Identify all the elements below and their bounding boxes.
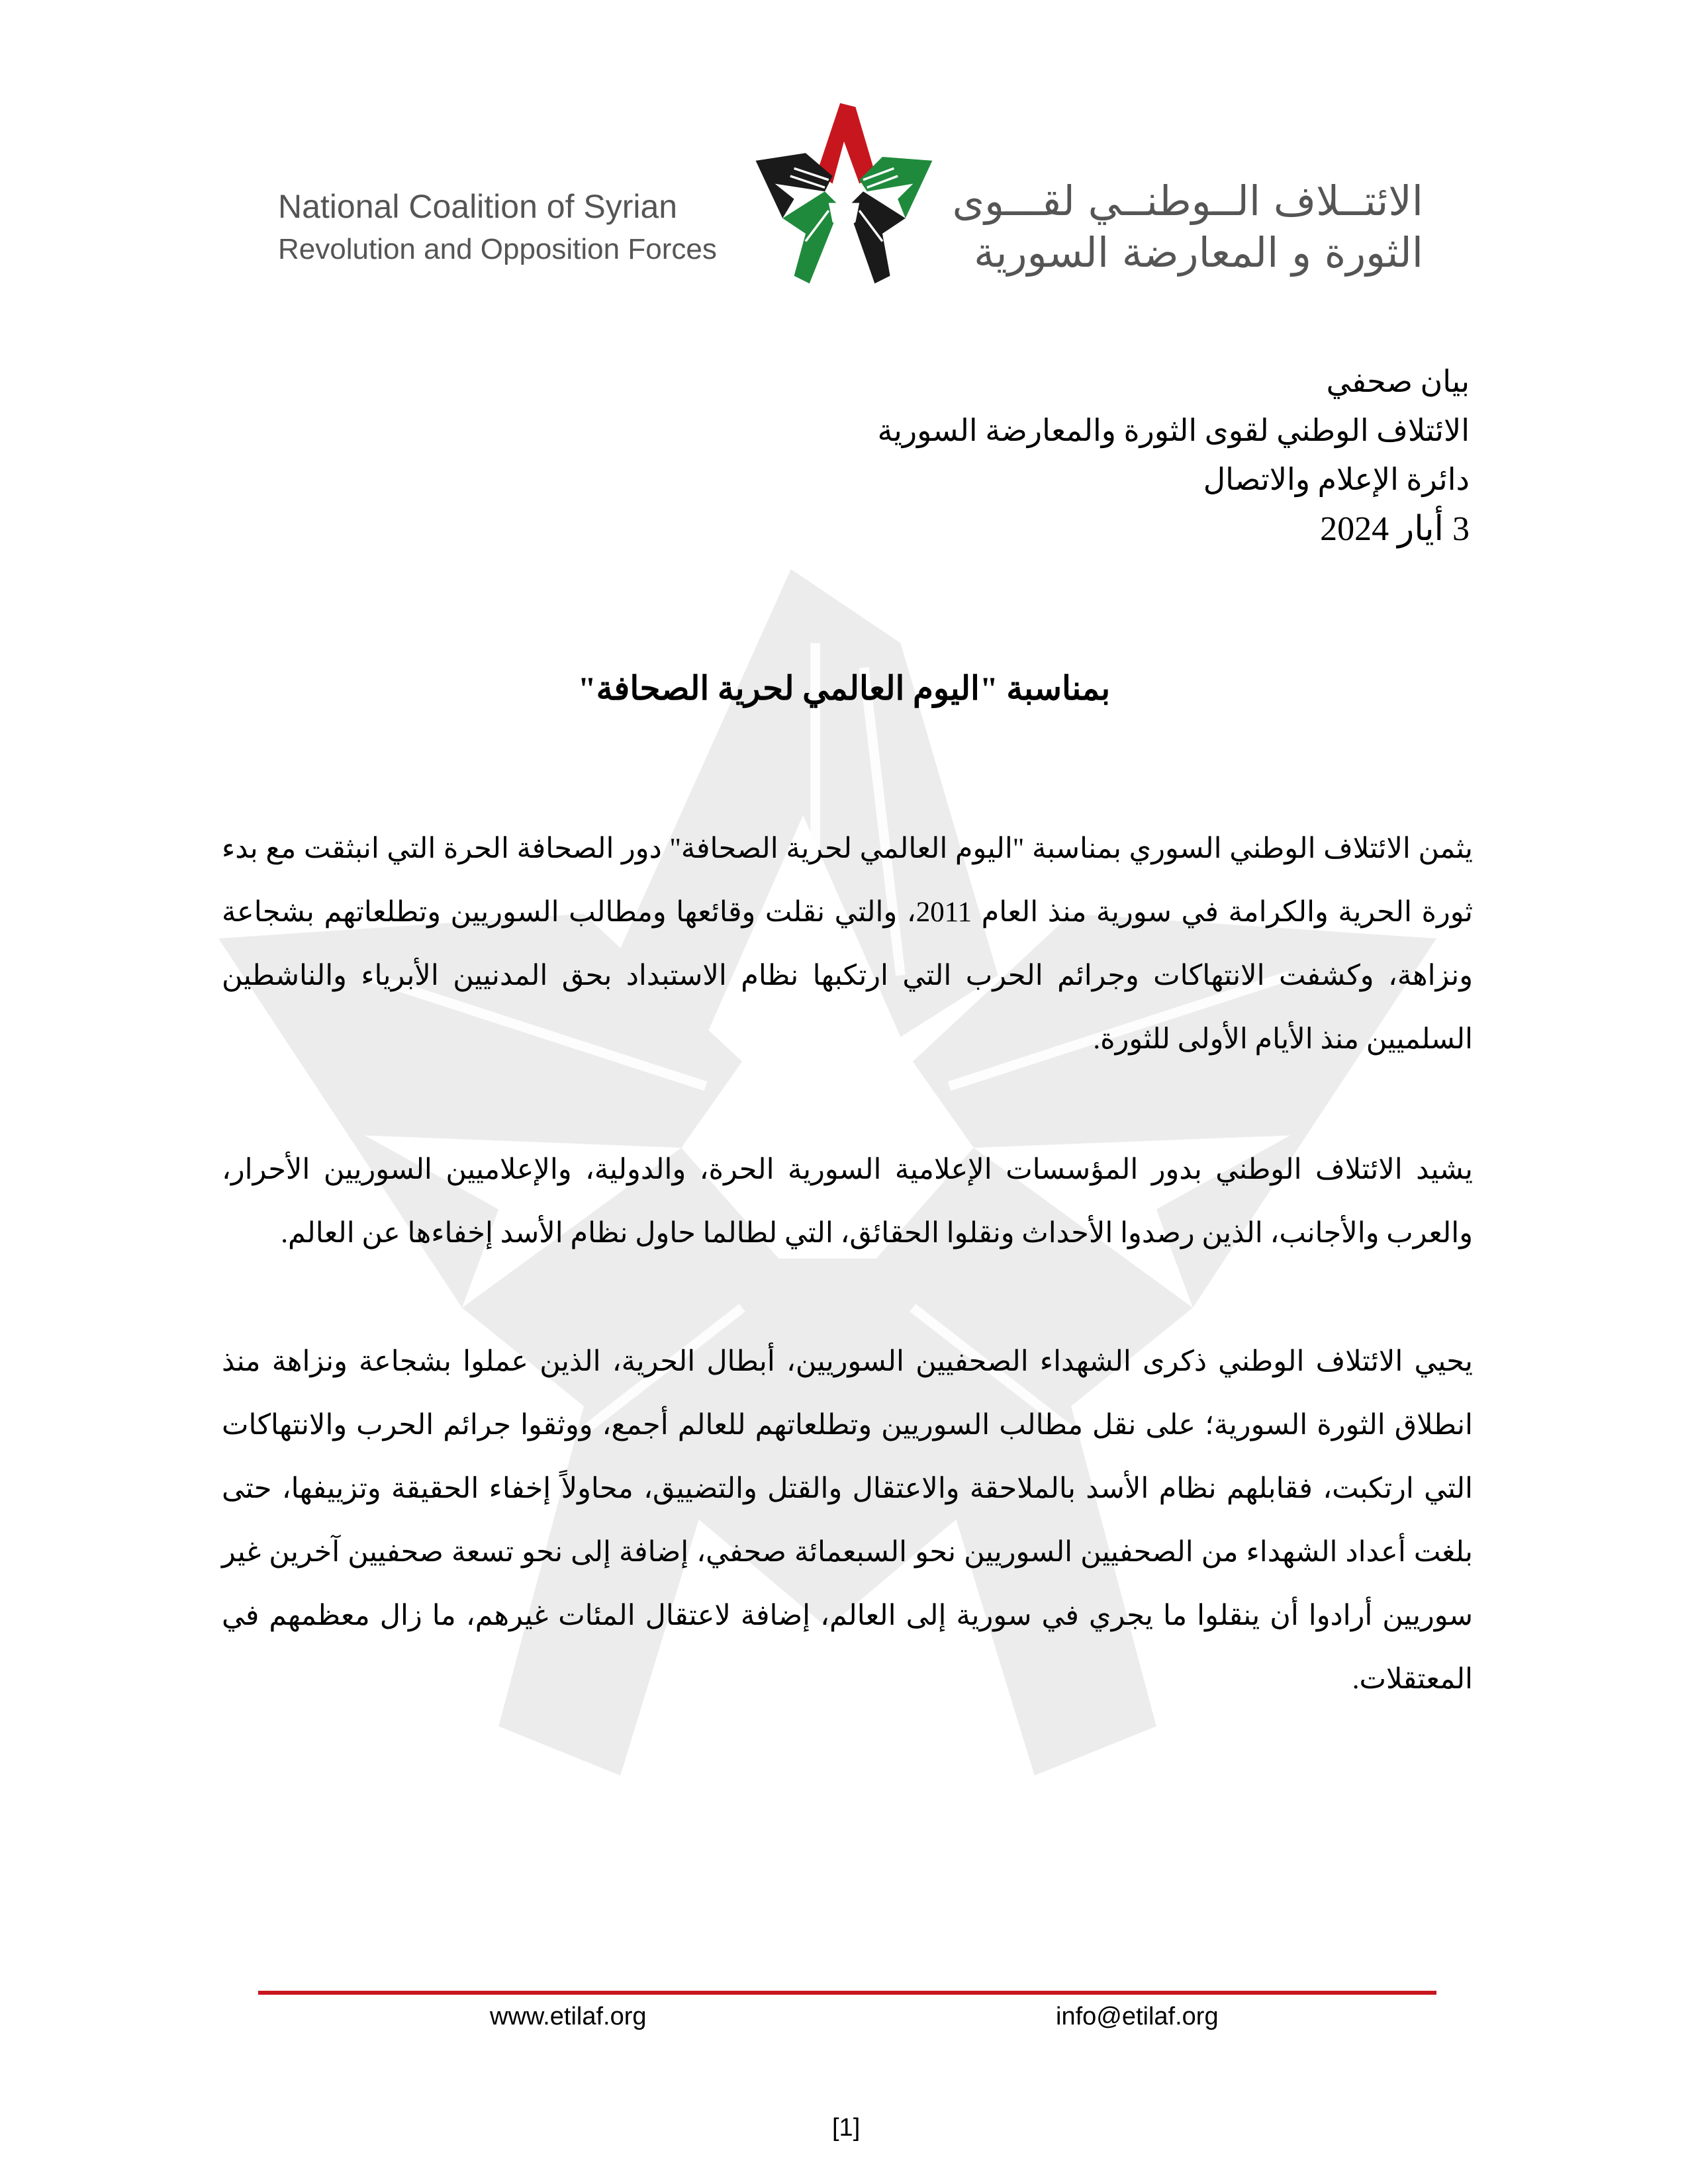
statement-meta bbox=[877, 357, 1470, 555]
paragraph-text: يثمن الائتلاف الوطني السوري بمناسبة "اليوم العالمي لحرية الصحافة" دور الصحافة الحرة التي انبثقت مع بدء ثورة الحرية والكرامة في سورية منذ العام 2011، والتي نقلت وقائعها ومطالب السوريين وتطلعاتهم بشجاعة ونزاهة، وكشفت الانتهاكات وجرائم الحرب التي ارتكبها نظام الاستبداد بحق المدنيين الأبرياء والناشطين السلميين منذ الأيام الأولى للثورة. bbox=[222, 833, 1473, 1055]
statement-date: 3 أيار 2024 bbox=[1320, 510, 1470, 548]
footer-website-link[interactable]: www.etilaf.org bbox=[490, 2003, 647, 2030]
footer-divider bbox=[258, 1991, 1436, 1995]
page-number: [1] bbox=[832, 2114, 861, 2142]
footer-email-link[interactable]: info@etilaf.org bbox=[1056, 2003, 1219, 2030]
paragraph-text: يحيي الائتلاف الوطني ذكرى الشهداء الصحفيين السوريين، أبطال الحرية، الذين عملوا بشجاعة ونزاهة منذ انطلاق الثورة السورية؛ على نقل مطالب السوريين وتطلعاتهم للعالم أجمع، ووثقوا جرائم الحرب والانتهاكات التي ارتكبت، فقابلهم نظام الأسد بالملاحقة والاعتقال والقتل والتضييق، محاولاً إخفاء الحقيقة وتزييفها، حتى بلغت أعداد الشهداء من الصحفيين السوريين نحو السبعمائة صحفي، إضافة إلى نحو تسعة صحفيين آخرين غير سوريين أرادوا أن ينقلوا ما يجري في سورية إلى العالم، إضافة لاعتقال المئات غيرهم، ما زال معظمهم في المعتقلات. bbox=[222, 1346, 1473, 1695]
org-name-ar-line1: الائتــلاف الــوطنــي لقـــوى bbox=[952, 177, 1423, 225]
org-name-en-line2: Revolution and Opposition Forces bbox=[278, 233, 717, 265]
department: دائرة الإعلام والاتصال bbox=[1203, 463, 1470, 496]
org-name-en-line1: National Coalition of Syrian bbox=[278, 188, 678, 225]
statement-title: بمناسبة "اليوم العالمي لحرية الصحافة" bbox=[577, 670, 1111, 707]
paragraph-2 bbox=[222, 1138, 1473, 1265]
org-name-ar-line2: الثورة و المعارضة السورية bbox=[974, 228, 1423, 277]
issuing-org: الائتلاف الوطني لقوى الثورة والمعارضة السورية bbox=[877, 414, 1470, 447]
paragraph-text: يشيد الائتلاف الوطني بدور المؤسسات الإعلامية السورية الحرة، والدولية، والإعلاميين السوريين الأحرار، والعرب والأجانب، الذين رصدوا الأحداث ونقلوا الحقائق، التي لطالما حاول نظام الأسد إخفاءها عن العالم. bbox=[222, 1154, 1473, 1249]
doc-type: بيان صحفي bbox=[1326, 365, 1470, 398]
paragraph-1 bbox=[222, 817, 1473, 1071]
paragraph-3 bbox=[222, 1330, 1473, 1711]
